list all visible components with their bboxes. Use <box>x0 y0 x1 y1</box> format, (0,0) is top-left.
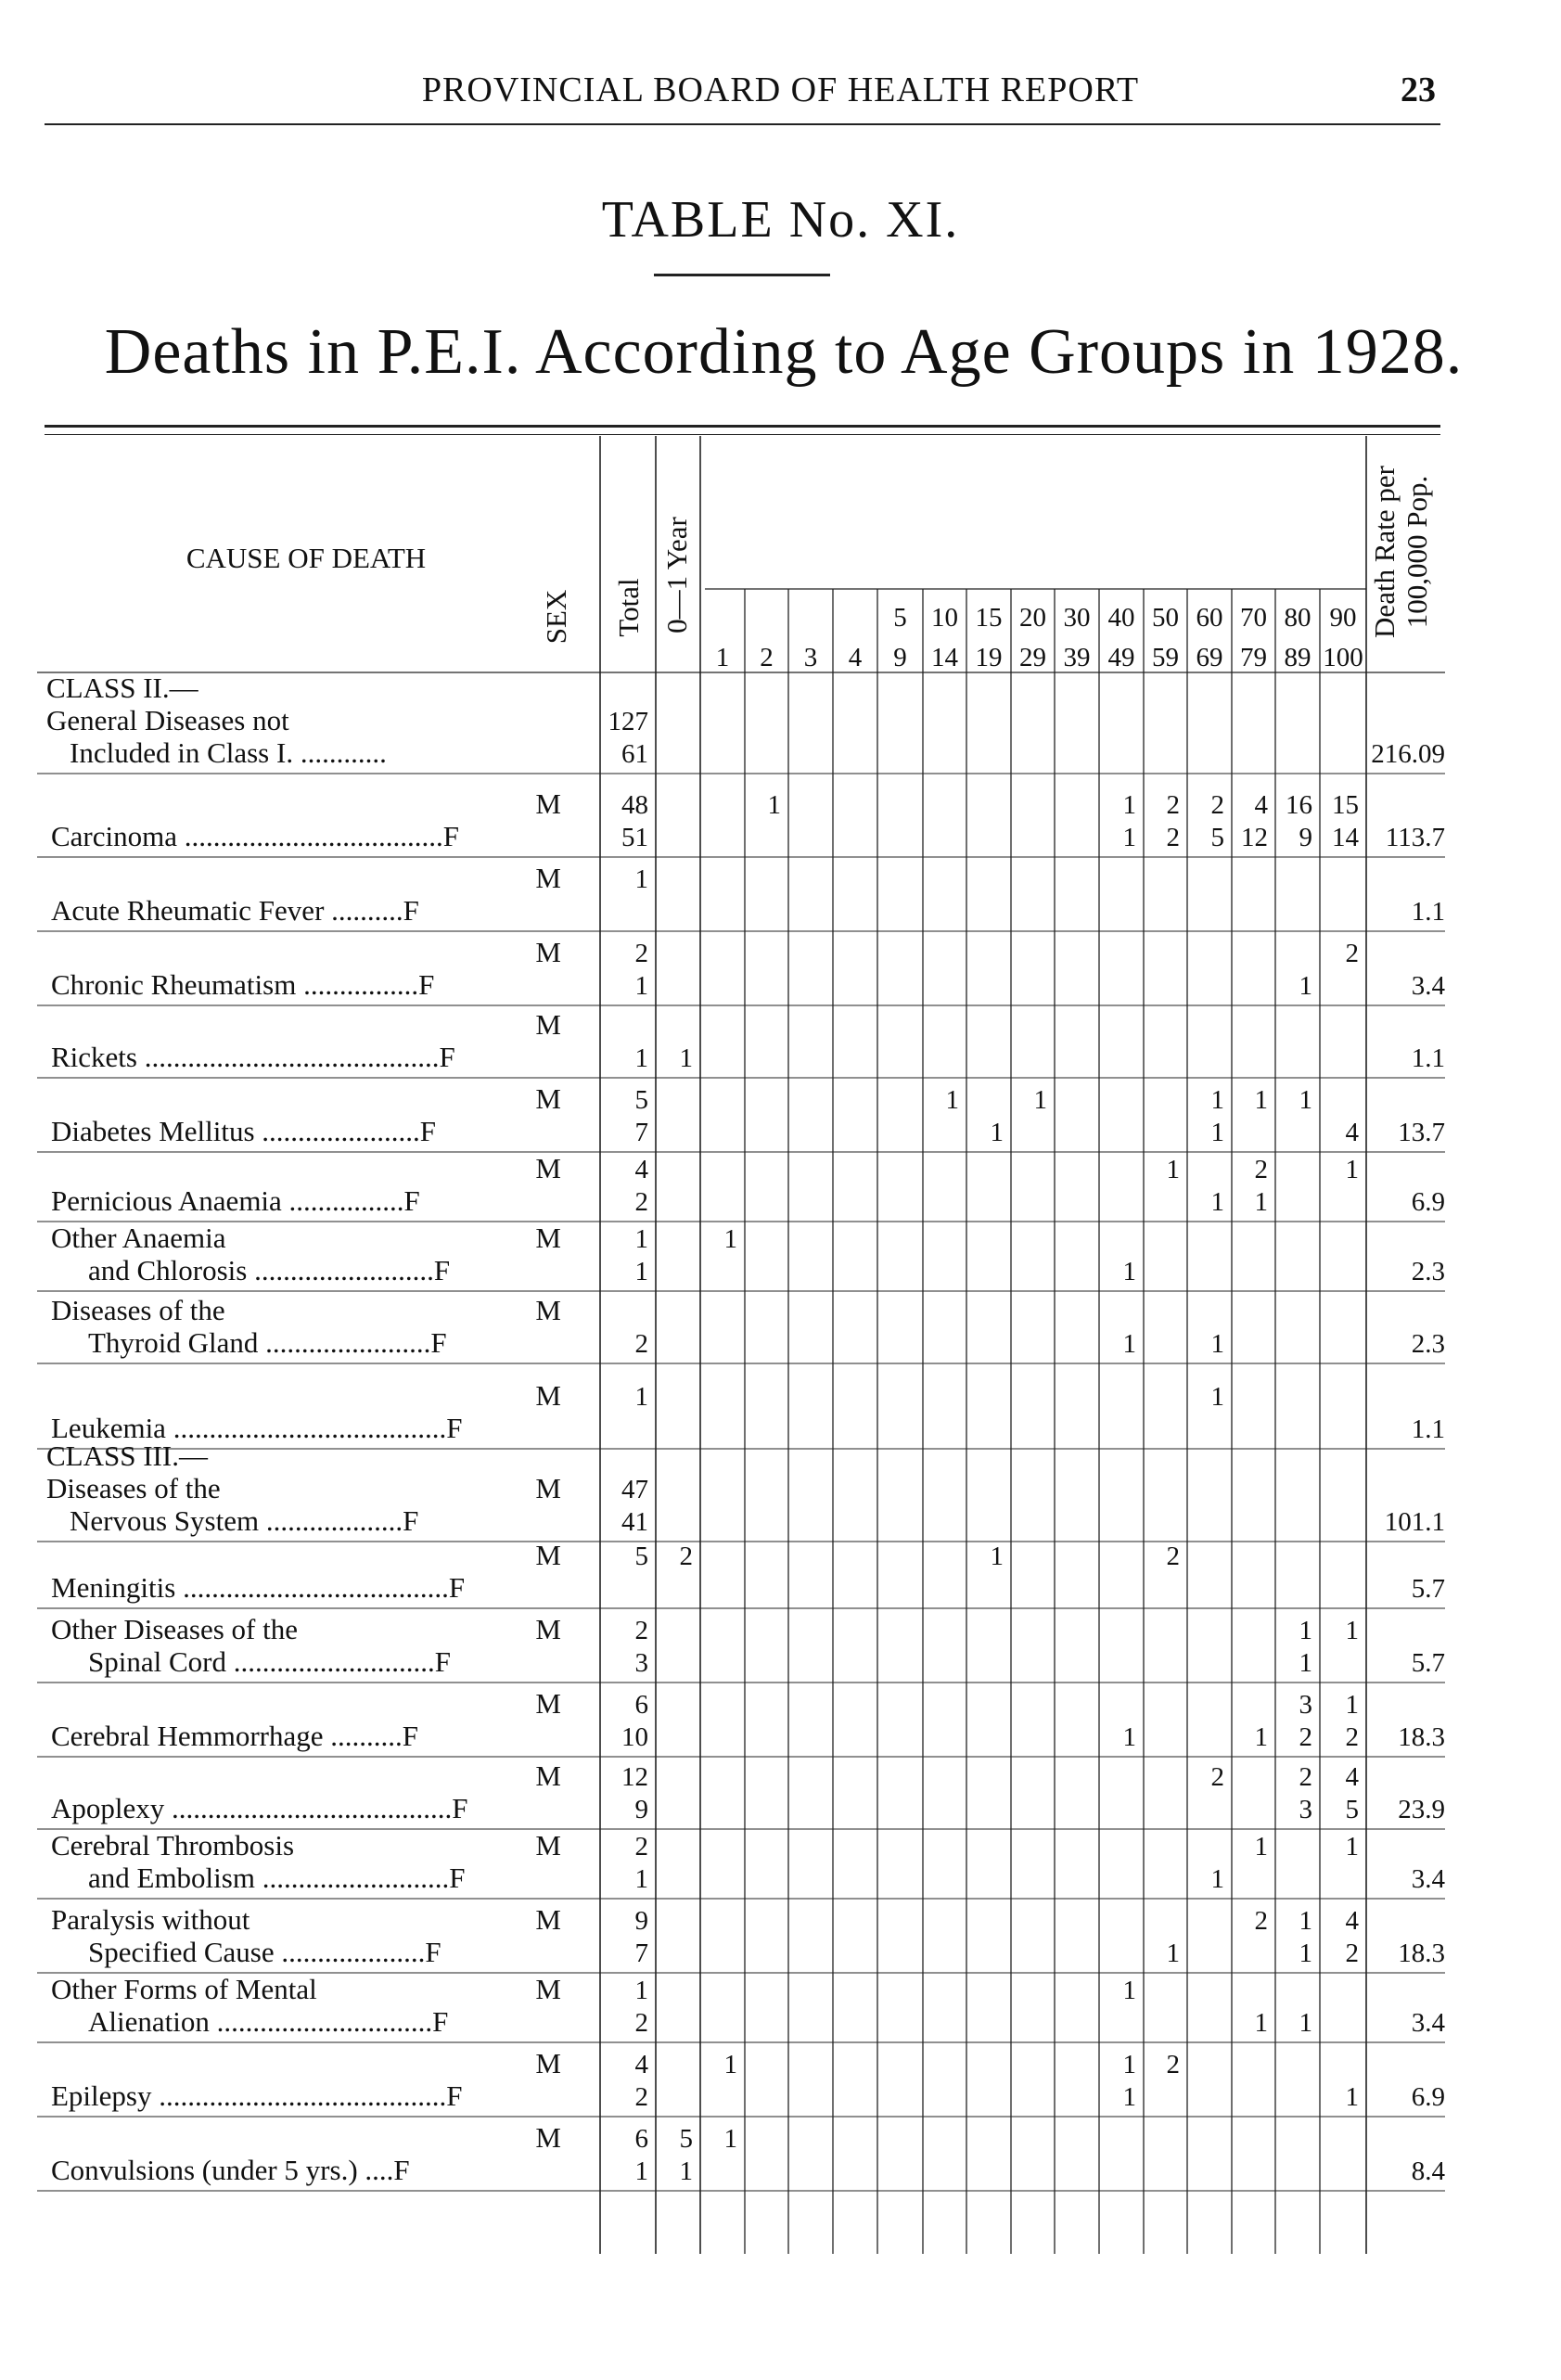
age-cell: 2 <box>1345 939 1359 968</box>
age-group-top: 90 <box>1329 603 1357 633</box>
death-rate-cell: 2.3 <box>1411 1329 1445 1359</box>
age-cell <box>0 1762 1 1792</box>
total-cell: 48 <box>621 790 648 820</box>
age-group-top: 10 <box>931 603 958 633</box>
age-cell: 1 <box>1210 1329 1224 1359</box>
death-rate-cell: 6.9 <box>1411 1187 1445 1217</box>
age-group-bottom: 29 <box>1019 643 1046 672</box>
total-cell: 1 <box>634 1043 648 1073</box>
age-cell: 1 <box>1122 1257 1136 1286</box>
age-cell: 1 <box>723 1224 737 1254</box>
age-cell: 2 <box>1166 823 1180 852</box>
age-group-bottom: 9 <box>893 643 907 672</box>
total-cell: 5 <box>634 1085 648 1115</box>
under-one-cell: 5 <box>679 2124 693 2154</box>
age-cell: 12 <box>1241 823 1268 852</box>
age-cell: 1 <box>1122 1329 1136 1359</box>
age-cell: 2 <box>1166 1542 1180 1571</box>
sex-m-label: M <box>535 1829 561 1862</box>
death-rate-cell: 5.7 <box>1411 1574 1445 1604</box>
death-rate-cell: 3.4 <box>1411 2008 1445 2038</box>
cause-label: General Diseases not <box>46 704 289 736</box>
age-cell: 1 <box>1210 1118 1224 1147</box>
age-cell: 1 <box>1345 1616 1359 1645</box>
age-cell: 1 <box>1122 1722 1136 1752</box>
page-number: 23 <box>1401 70 1436 109</box>
sex-m-label: M <box>535 2047 561 2079</box>
total-cell: 12 <box>621 1762 648 1792</box>
age-cell: 1 <box>1254 2008 1268 2038</box>
age-cell: 2 <box>1254 1155 1268 1184</box>
age-group-bottom: 1 <box>715 643 730 672</box>
age-cell: 16 <box>1286 790 1312 820</box>
age-cell: 1 <box>990 1542 1004 1571</box>
age-cell: 1 <box>1299 2008 1312 2038</box>
age-cell: 5 <box>1210 823 1224 852</box>
total-cell: 9 <box>634 1906 648 1936</box>
death-rate-cell: 18.3 <box>1398 1939 1445 1968</box>
age-cell: 1 <box>723 2124 737 2154</box>
death-rate-cell: 13.7 <box>1398 1118 1445 1147</box>
age-cell: 4 <box>1345 1762 1359 1792</box>
age-cell: 1 <box>1299 971 1312 1001</box>
cause-label: Rickets .........................................F <box>51 1041 455 1073</box>
total-cell: 2 <box>634 1832 648 1862</box>
sex-m-label: M <box>535 862 561 894</box>
cause-label: Cerebral Hemmorrhage ..........F <box>51 1720 418 1752</box>
age-cell: 1 <box>1122 823 1136 852</box>
cause-label: Other Diseases of the <box>51 1613 298 1645</box>
age-group-top: 30 <box>1063 603 1091 633</box>
age-cell: 2 <box>1299 1722 1312 1752</box>
age-cell: 1 <box>1166 1155 1180 1184</box>
sex-m-label: M <box>535 1973 561 2005</box>
age-cell: 1 <box>1122 1976 1136 2005</box>
running-title: PROVINCIAL BOARD OF HEALTH REPORT <box>421 70 1140 109</box>
cause-label: and Embolism ..........................F <box>88 1862 466 1894</box>
age-group-bottom: 89 <box>1284 643 1311 672</box>
death-rate-cell: 216.09 <box>1371 739 1445 769</box>
age-cell: 1 <box>1299 1939 1312 1968</box>
age-group-bottom: 100 <box>1323 643 1363 672</box>
age-cell: 1 <box>1122 790 1136 820</box>
sex-m-label: M <box>535 936 561 968</box>
age-cell: 1 <box>723 2050 737 2079</box>
age-cell: 15 <box>1332 790 1359 820</box>
death-rate-cell: 3.4 <box>1411 1864 1445 1894</box>
cause-label: Acute Rheumatic Fever ..........F <box>51 894 419 927</box>
rate-header-line2: 100,000 Pop. <box>1401 475 1433 629</box>
total-cell: 2 <box>634 1329 648 1359</box>
age-cell: 4 <box>1345 1906 1359 1936</box>
cause-label: Cerebral Thrombosis <box>51 1829 295 1862</box>
cause-label: Specified Cause ....................F <box>88 1936 441 1968</box>
age-cell: 3 <box>1299 1690 1312 1720</box>
sex-m-label: M <box>535 787 561 820</box>
age-cell: 1 <box>1210 1864 1224 1894</box>
total-cell: 4 <box>634 1155 648 1184</box>
total-cell: 1 <box>634 1976 648 2005</box>
total-cell: 2 <box>634 1616 648 1645</box>
sex-m-label: M <box>535 1759 561 1792</box>
age-cell: 1 <box>1210 1085 1224 1115</box>
age-cell: 4 <box>1254 790 1268 820</box>
cause-of-death-header: CAUSE OF DEATH <box>186 542 427 574</box>
cause-label: Included in Class I. ............ <box>70 736 387 769</box>
age-cell: 1 <box>1299 1085 1312 1115</box>
age-cell: 2 <box>1166 2050 1180 2079</box>
sex-m-label: M <box>535 1539 561 1571</box>
age-group-bottom: 3 <box>803 643 818 672</box>
age-cell: 1 <box>1254 1187 1268 1217</box>
total-cell: 4 <box>634 2050 648 2079</box>
age-cell: 3 <box>1299 1795 1312 1824</box>
cause-label: Leukemia ......................................F <box>51 1412 463 1444</box>
age-cell: 2 <box>1166 790 1180 820</box>
age-cell: 1 <box>1299 1906 1312 1936</box>
death-rate-cell: 8.4 <box>1411 2156 1445 2186</box>
age-cell: 1 <box>1254 1085 1268 1115</box>
sex-header: SEX <box>540 589 572 645</box>
age-cell: 9 <box>1299 823 1312 852</box>
cause-label: and Chlorosis .........................F <box>88 1254 451 1286</box>
total-cell: 7 <box>634 1939 648 1968</box>
cause-label: Other Anaemia <box>51 1222 226 1254</box>
under-one-cell: 1 <box>679 1043 693 1073</box>
cause-label: Thyroid Gland .......................F <box>88 1326 447 1359</box>
age-cell: 2 <box>1210 790 1224 820</box>
cause-label: Epilepsy ........................................F <box>51 2079 463 2112</box>
total-cell: 10 <box>621 1722 648 1752</box>
total-cell: 1 <box>634 1257 648 1286</box>
age-cell: 1 <box>1210 1382 1224 1412</box>
age-cell: 1 <box>1254 1832 1268 1862</box>
cause-label: Spinal Cord ............................F <box>88 1645 451 1678</box>
cause-label: Diseases of the <box>46 1472 221 1504</box>
total-cell: 7 <box>634 1118 648 1147</box>
age-cell: 1 <box>1299 1616 1312 1645</box>
sex-m-label: M <box>535 1687 561 1720</box>
rate-header-line1: Death Rate per <box>1368 466 1401 638</box>
age-cell: 1 <box>1122 2050 1136 2079</box>
total-cell: 61 <box>621 739 648 769</box>
death-rate-cell: 101.1 <box>1384 1507 1445 1537</box>
age-cell: 1 <box>1345 1690 1359 1720</box>
death-rate-cell: 113.7 <box>1385 823 1445 852</box>
total-cell: 127 <box>608 707 648 736</box>
age-group-top: 40 <box>1107 603 1135 633</box>
cause-label: CLASS II.— <box>46 672 198 704</box>
age-group-top: 80 <box>1284 603 1311 633</box>
age-group-bottom: 4 <box>848 643 863 672</box>
cause-label: Diabetes Mellitus ......................F <box>51 1115 437 1147</box>
total-cell: 5 <box>634 1542 648 1571</box>
total-cell: 6 <box>634 2124 648 2154</box>
cause-label: Carcinoma ....................................F <box>51 820 459 852</box>
age-cell: 1 <box>1299 1648 1312 1678</box>
age-cell: 2 <box>1210 1762 1224 1792</box>
death-rate-cell: 18.3 <box>1398 1722 1445 1752</box>
cause-label: Apoplexy .......................................F <box>51 1792 468 1824</box>
age-group-top: 60 <box>1196 603 1223 633</box>
age-cell: 1 <box>1166 1939 1180 1968</box>
death-rate-cell: 23.9 <box>1398 1795 1445 1824</box>
age-cell: 4 <box>1345 1118 1359 1147</box>
age-cell: 1 <box>1345 2082 1359 2112</box>
age-cell: 1 <box>990 1118 1004 1147</box>
cause-label: Pernicious Anaemia ................F <box>51 1184 420 1217</box>
death-rate-cell: 3.4 <box>1411 971 1445 1001</box>
death-rate-cell: 5.7 <box>1411 1648 1445 1678</box>
age-cell: 1 <box>1122 2082 1136 2112</box>
age-cell: 1 <box>945 1085 959 1115</box>
age-group-top: 5 <box>893 603 907 633</box>
age-cell: 1 <box>1345 1832 1359 1862</box>
total-cell: 1 <box>634 864 648 894</box>
death-rate-cell: 6.9 <box>1411 2082 1445 2112</box>
sex-m-label: M <box>535 1082 561 1115</box>
sex-m-label: M <box>535 1472 561 1504</box>
table-number: TABLE No. XI. <box>601 191 960 249</box>
cause-label: Diseases of the <box>51 1294 225 1326</box>
cause-label: Other Forms of Mental <box>51 1973 317 2005</box>
total-cell: 1 <box>634 971 648 1001</box>
total-cell: 1 <box>634 2156 648 2186</box>
age-cell: 2 <box>1299 1762 1312 1792</box>
total-cell: 6 <box>634 1690 648 1720</box>
cause-label: Chronic Rheumatism ................F <box>51 968 435 1001</box>
age-group-bottom: 49 <box>1107 643 1135 672</box>
age-group-bottom: 2 <box>760 643 774 672</box>
age-cell: 5 <box>1345 1795 1359 1824</box>
total-cell: 1 <box>634 1864 648 1894</box>
cause-label: Nervous System ...................F <box>70 1504 419 1537</box>
under-one-cell: 2 <box>679 1542 693 1571</box>
cause-label: Convulsions (under 5 yrs.) ....F <box>51 2154 410 2186</box>
sex-m-label: M <box>535 2121 561 2154</box>
total-cell: 51 <box>621 823 648 852</box>
table-title: Deaths in P.E.I. According to Age Groups in 1928. <box>104 316 1464 388</box>
age-group-top: 20 <box>1019 603 1046 633</box>
age-group-top: 50 <box>1152 603 1179 633</box>
total-cell: 2 <box>634 2082 648 2112</box>
sex-m-label: M <box>535 1903 561 1936</box>
cause-label: CLASS III.— <box>46 1440 208 1472</box>
age-cell: 1 <box>1210 1187 1224 1217</box>
age-cell: 14 <box>1332 823 1359 852</box>
age-cell: 1 <box>1345 1155 1359 1184</box>
death-rate-cell: 2.3 <box>1411 1257 1445 1286</box>
total-cell: 2 <box>634 2008 648 2038</box>
age-cell: 2 <box>1345 1939 1359 1968</box>
death-rate-cell: 1.1 <box>1411 897 1445 927</box>
sex-m-label: M <box>535 1379 561 1412</box>
total-cell: 3 <box>634 1648 648 1678</box>
sex-m-label: M <box>535 1152 561 1184</box>
total-cell: 1 <box>634 1382 648 1412</box>
age-cell: 2 <box>1345 1722 1359 1752</box>
age-group-bottom: 39 <box>1063 643 1091 672</box>
cause-label: Paralysis without <box>51 1903 250 1936</box>
death-rate-cell: 1.1 <box>1411 1043 1445 1073</box>
sex-m-label: M <box>535 1008 561 1041</box>
total-cell: 2 <box>634 939 648 968</box>
age-group-top: 15 <box>975 603 1003 633</box>
age-cell: 1 <box>1254 1722 1268 1752</box>
sex-m-label: M <box>535 1294 561 1326</box>
total-cell: 9 <box>634 1795 648 1824</box>
age-cell: 1 <box>1033 1085 1047 1115</box>
cause-label: Alienation ..............................F <box>88 2005 449 2038</box>
age-group-bottom: 59 <box>1152 643 1179 672</box>
age-group-bottom: 14 <box>931 643 958 672</box>
total-cell: 1 <box>634 1224 648 1254</box>
age-group-bottom: 69 <box>1196 643 1223 672</box>
sex-m-label: M <box>535 1613 561 1645</box>
age-group-bottom: 79 <box>1240 643 1267 672</box>
age-cell: 2 <box>1254 1906 1268 1936</box>
total-cell: 47 <box>621 1475 648 1504</box>
age-group-top: 70 <box>1240 603 1267 633</box>
under-one-cell: 1 <box>679 2156 693 2186</box>
total-cell: 2 <box>634 1187 648 1217</box>
death-rate-cell: 1.1 <box>1411 1414 1445 1444</box>
age-cell: 1 <box>767 790 781 820</box>
cause-label: Meningitis .....................................F <box>51 1571 466 1604</box>
sex-m-label: M <box>535 1222 561 1254</box>
total-cell: 41 <box>621 1507 648 1537</box>
age-group-bottom: 19 <box>975 643 1003 672</box>
under-one-header: 0—1 Year <box>660 517 693 633</box>
total-header: Total <box>612 578 645 637</box>
